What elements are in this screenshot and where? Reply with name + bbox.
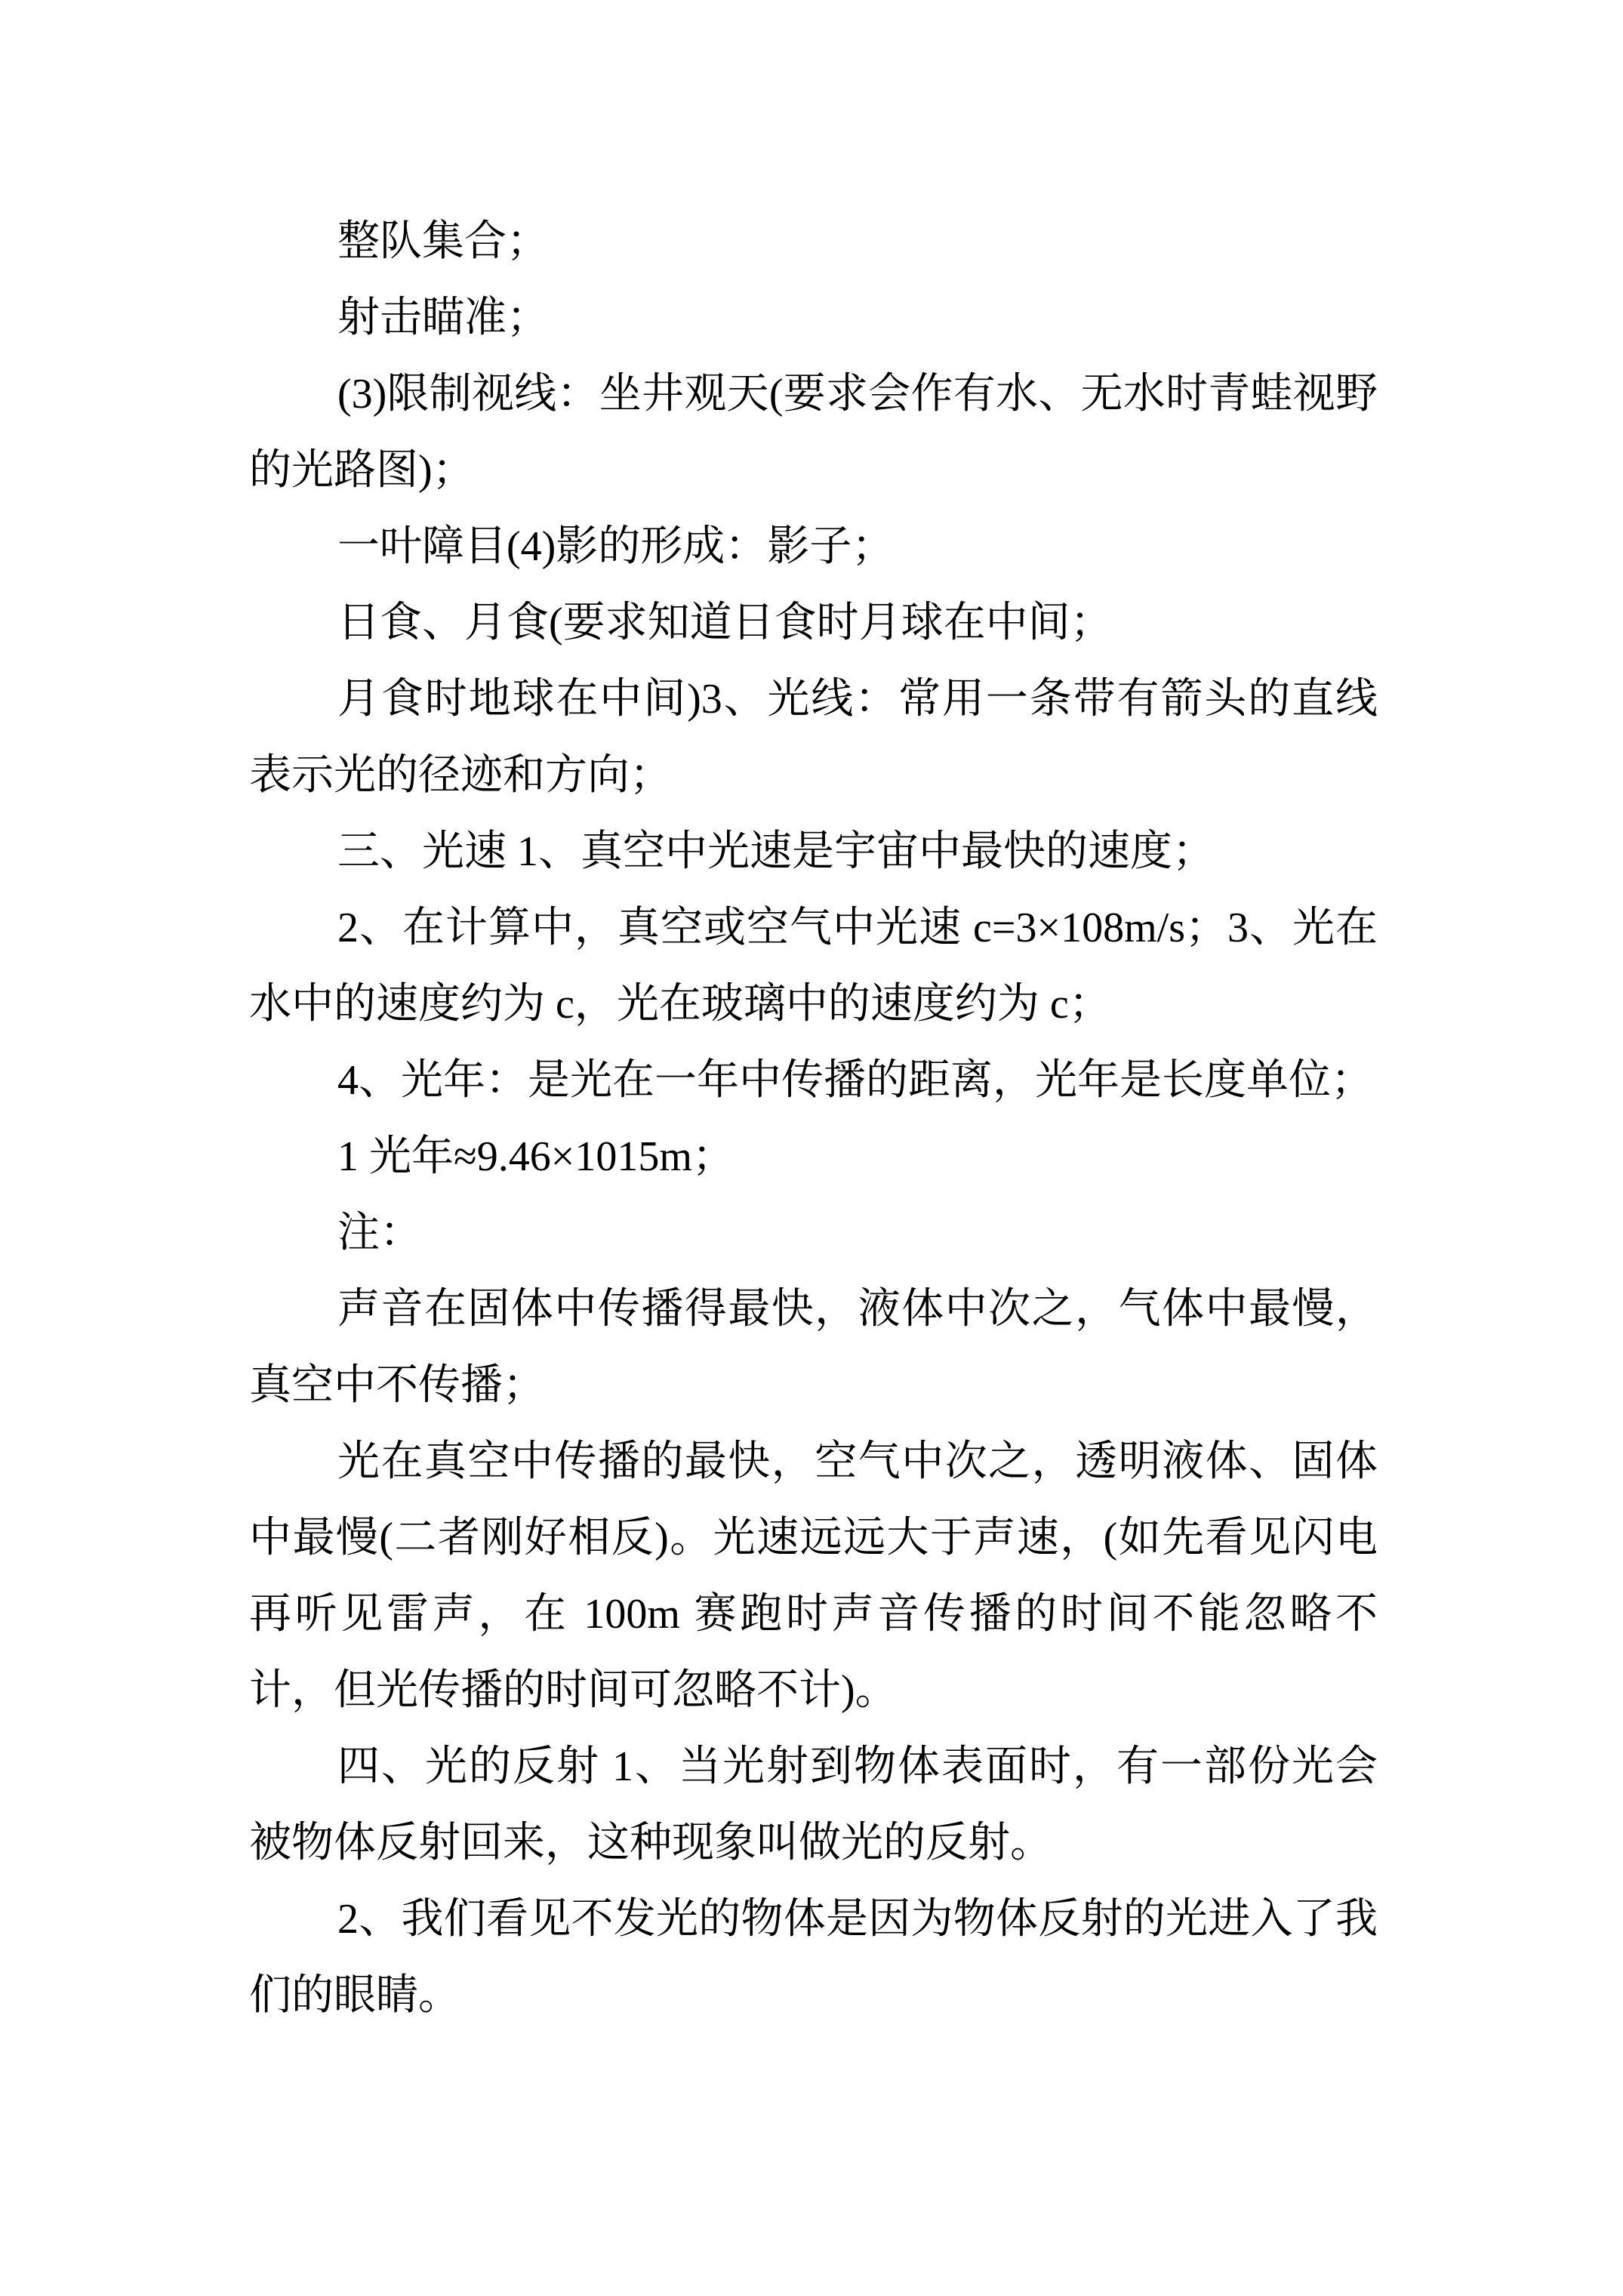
paragraph: 月食时地球在中间)3、光线：常用一条带有箭头的直线表示光的径迹和方向； (249, 676, 1378, 799)
paragraph: 注： (337, 1210, 422, 1256)
paragraph: 2、在计算中，真空或空气中光速 c=3×108m/s；3、光在水中的速度约为 c，光在玻璃中的速度约为 c； (249, 905, 1378, 1028)
paragraph: 4、光年：是光在一年中传播的距离，光年是长度单位； (337, 1057, 1373, 1104)
paragraph: 射击瞄准； (337, 294, 549, 341)
paragraph: 日食、月食(要求知道日食时月球在中间； (337, 599, 1113, 646)
paragraph: 四、光的反射 1、当光射到物体表面时，有一部份光会被物体反射回来，这种现象叫做光的反射。 (249, 1743, 1378, 1866)
paragraph: 一叶障目(4)影的形成：影子； (337, 523, 895, 570)
paragraph: 2、我们看见不发光的物体是因为物体反射的光进入了我们的眼睛。 (249, 1896, 1378, 2019)
paragraph: 整队集合； (337, 218, 549, 265)
paragraph: 三、光速 1、真空中光速是宇宙中最快的速度； (337, 828, 1215, 875)
paragraph: (3)限制视线：坐井观天(要求会作有水、无水时青蛙视野的光路图)； (249, 371, 1378, 494)
paragraph: 1 光年≈9.46×1015m； (337, 1133, 735, 1180)
paragraph: 光在真空中传播的最快，空气中次之，透明液体、固体中最慢(二者刚好相反)。光速远远大于声速，(如先看见闪电再听见雷声，在 100m 赛跑时声音传播的时间不能忽略不计，但光传播的时间可忽略不计)。 (249, 1438, 1378, 1714)
paragraph: 声音在固体中传播得最快，液体中次之，气体中最慢，真空中不传播； (249, 1286, 1378, 1409)
